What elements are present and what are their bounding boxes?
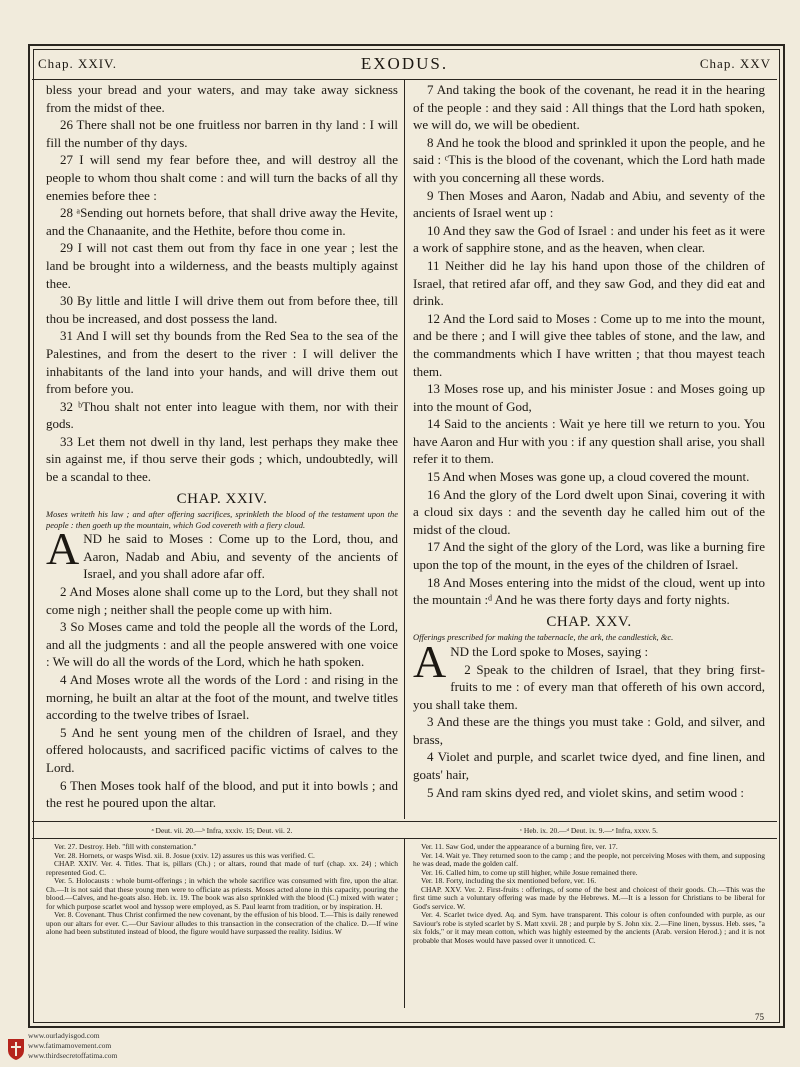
note: Ver. 11. Saw God, under the appearance of a burning fire, ver. 17. [421,842,618,851]
watermark-link[interactable]: www.fatimamovement.com [28,1041,112,1050]
note: Ver. 8. Covenant. Thus Christ confirmed the new covenant, by the effusion of his blood. T.—This is daily renewed upon our altars for ever. C.—Our Saviour alludes to this transaction in the consecration of the chalice. D.—If wine alone had been substituted instead of blood, the figure would have surpassed the reality. Isidius. W [46,910,398,937]
note: Ver. 16. Called him, to come up still higher, while Josue remained there. [421,867,638,877]
verse: 3 And these are the things you must take : Gold, and silver, and brass, [413,714,765,747]
header-book-title: EXODUS. [360,54,449,73]
verse: 2 And Moses alone shall come up to the Lord, but they shall not come nigh ; neither shall the people come up with him. [46,584,398,617]
verse: 31 And I will set thy bounds from the Red Sea to the sea of the Palestines, and from the desert to the river : I will deliver the inhabitants of the land into your hands, and will drive them out from before you. [46,328,398,397]
note: Ver. 27. Destroy. Heb. "fill with consternation." [54,842,197,851]
verse: 16 And the glory of the Lord dwelt upon Sinai, covering it with a cloud six days : and the seventh day he called him out of the midst of the cloud. [413,486,765,537]
watermark-link[interactable]: www.ourladyisgod.com [28,1031,100,1040]
note: Ver. 5. Holocausts : whole burnt-offerings ; in which the whole sacrifice was consumed with fire, upon the altar. Ch.—It is not said that these young men were to officiate as priests. Moses acted alone in this capacity, pouring the blood.—Calves, and he-goats also. Heb. ix. 19. The book was also sprinkled with the blood (C.) mixed with water ; for which purpose scarlet wool and hyssop were employed, as S. Paul learnt from tradition, or by inspiration. H. [46,876,398,911]
verse: ND the Lord spoke to Moses, saying : [450,643,649,659]
verse: 6 Then Moses took half of the blood, and put it into bowls ; and the rest he poured upon the altar. [46,777,398,811]
header-chapter-right: Chap. XXV [699,56,771,71]
verse: 8 And he took the blood and sprinkled it upon the people, and he said : ᶜThis is the blood of the covenant, which the Lord hath made with you concerning all these words. [413,134,765,185]
watermark-urls [28,1031,117,1061]
verse: 5 And ram skins dyed red, and violet skins, and setim wood : [427,784,745,800]
header-chapter-left: Chap. XXIV. [38,56,118,71]
note: Ver. 14. Wait ye. They returned soon to the camp ; and the people, not perceiving Moses with them, and supposing he was dead, made the golden calf. [413,850,765,869]
left-text-column [46,81,398,812]
text-bottom-rule [32,821,777,822]
drop-cap: A [46,523,80,575]
verse: 4 And Moses wrote all the words of the Lord : and rising in the morning, he built an altar at the foot of the mount, and twelve titles according to the twelve tribes of Israel. [46,672,398,723]
verse: 10 And they saw the God of Israel : and under his feet as it were a work of sapphire stone, and as the heaven, when clear. [413,222,765,256]
verse: 2 Speak to the children of Israel, that they bring first-fruits to me : of every man that offereth of his own accord, you shall take them. [413,661,765,712]
verse: 18 And Moses entering into the midst of the cloud, went up into the mountain :ᵈ And he was there forty days and forty nights. [413,574,765,608]
verse: 13 Moses rose up, and his minister Josue : and Moses going up into the mount of God, [413,381,765,414]
verse: 17 And the sight of the glory of the Lord, was like a burning fire upon the top of the mount, in the eyes of the children of Israel. [413,539,765,573]
verse: 4 Violet and purple, and scarlet twice dyed, and fine linen, and goats' hair, [413,749,765,783]
verse: 7 And taking the book of the covenant, he read it in the hearing of the people : and they said : All things that the Lord hath spoken, we will do, we will be obedient. [413,82,765,133]
commentary-notes-right [413,843,765,946]
watermark-link[interactable]: www.thirdsecretoffatima.com [28,1051,118,1060]
verse: 27 I will send my fear before thee, and will destroy all the people to whom thou shalt come : and will turn the backs of all thy enemies before thee : [46,152,398,203]
notes-divider [404,838,405,1008]
note: Ver. 4. Scarlet twice dyed. Aq. and Sym. have transparent. This colour is often confounded with purple, as our Saviour's robe is styled scarlet by S. Matt xxvii. 28 ; and purple by S. John xix. 2.—Fine linen, byssus. Heb. sses, "a six folds," or it may mean cotton, which was highly esteemed by the ancients (Arab. version Herod.) ; and it is not probable that Moses would have passed over it unnoticed. C. [413,910,765,946]
footnote-references-left: ᵃ Deut. vii. 20.—ᵇ Infra, xxxiv. 15; Deut. vii. 2. [151,826,293,835]
verse: 28 ᵃSending out hornets before, that shall drive away the Hevite, and the Chanaanite, and the Hethite, before thou come in. [46,205,398,238]
note: CHAP. XXIV. Ver. 4. Titles. That is, pillars (Ch.) ; or altars, round that made of turf (chap. xx. 24) ; which represented God. C. [46,859,398,877]
page-number: 75 [755,1012,764,1022]
verse: 14 Said to the ancients : Wait ye here till we return to you. You have Aaron and Hur with you : if any question shall arise, you shall refer it to them. [413,416,765,467]
note: Ver. 18. Forty, including the six mentioned before, ver. 16. [421,876,597,886]
verse: 30 By little and little I will drive them out from before thee, till thou be increased, and dost possess the land. [46,293,398,326]
verse: ND he said to Moses : Come up to the Lord, thou, and Aaron, Nadab and Abiu, and seventy of the ancients of Israel, and you shall adore afar off. [83,531,398,582]
chapter-heading: CHAP. XXIV. [176,490,268,507]
chapter-summary: Offerings prescribed for making the tabernacle, the ark, the candlestick, &c. [413,632,674,643]
commentary-notes-left [46,843,398,937]
verse: 3 So Moses came and told the people all the words of the Lord, and all the judgments : and all the people answered with one voice : We will do all the words of the Lord, which he hath spoken. [46,619,398,670]
verse: 12 And the Lord said to Moses : Come up to me into the mount, and be there ; and I will give thee tables of stone, and the law, and the commandments which I have written ; that thou mayest teach them. [413,310,765,379]
running-header [32,54,777,76]
verse: 15 And when Moses was gone up, a cloud covered the mount. [427,469,750,485]
drop-cap: A [413,635,447,687]
note: Ver. 28. Hornets, or wasps Wisd. xii. 8. Josue (xxiv. 12) assures us this was verified. C. [54,850,315,860]
chapter-opening [46,523,398,583]
footnote-references-right: ᶜ Heb. ix. 20.—ᵈ Deut. ix. 9.—ᵉ Infra, xxxv. 5. [520,826,658,835]
column-divider [404,79,405,819]
chapter-heading: CHAP. XXV. [546,613,632,630]
verse: 32 ᵇThou shalt not enter into league with them, nor with their gods. [46,398,398,432]
verse: bless your bread and your waters, and may take away sickness from the midst of thee. [46,82,398,115]
verse: 33 Let them not dwell in thy land, lest perhaps they make thee sin against me, if thou serve their gods ; which, undoubtedly, will be a scandal to thee. [46,433,398,485]
right-text-column [413,81,765,801]
note: CHAP. XXV. Ver. 2. First-fruits : offerings, of some of the best and choicest of their goods. Ch.—This was the first time such a voluntary offering was made by the Hebrews. M.—It is a lesson for Christians to be liberal for God's service. W. [413,884,765,911]
verse: 11 Neither did he lay his hand upon those of the children of Israel, that retired afar off, and they saw God, and they did eat and drink. [413,257,765,309]
shield-cross-icon [6,1037,26,1061]
verse: 5 And he sent young men of the children of Israel, and they offered holocausts, and sacrificed pacific victims of calves to the Lord. [46,724,398,775]
verse: 26 There shall not be one fruitless nor barren in thy land : I will fill the number of thy days. [46,117,398,150]
verse: 29 I will not cast them out from thy face in one year ; lest the land be brought into a wilderness, and the beasts multiply against thee. [46,240,398,291]
chapter-summary: Moses writeth his law ; and after offering sacrifices, sprinkleth the blood of the testament upon the people : then goeth up the mountain, which God covereth with a fiery cloud. [46,509,398,530]
verse: 9 Then Moses and Aaron, Nadab and Abiu, and seventy of the ancients of Israel went up : [413,187,765,221]
